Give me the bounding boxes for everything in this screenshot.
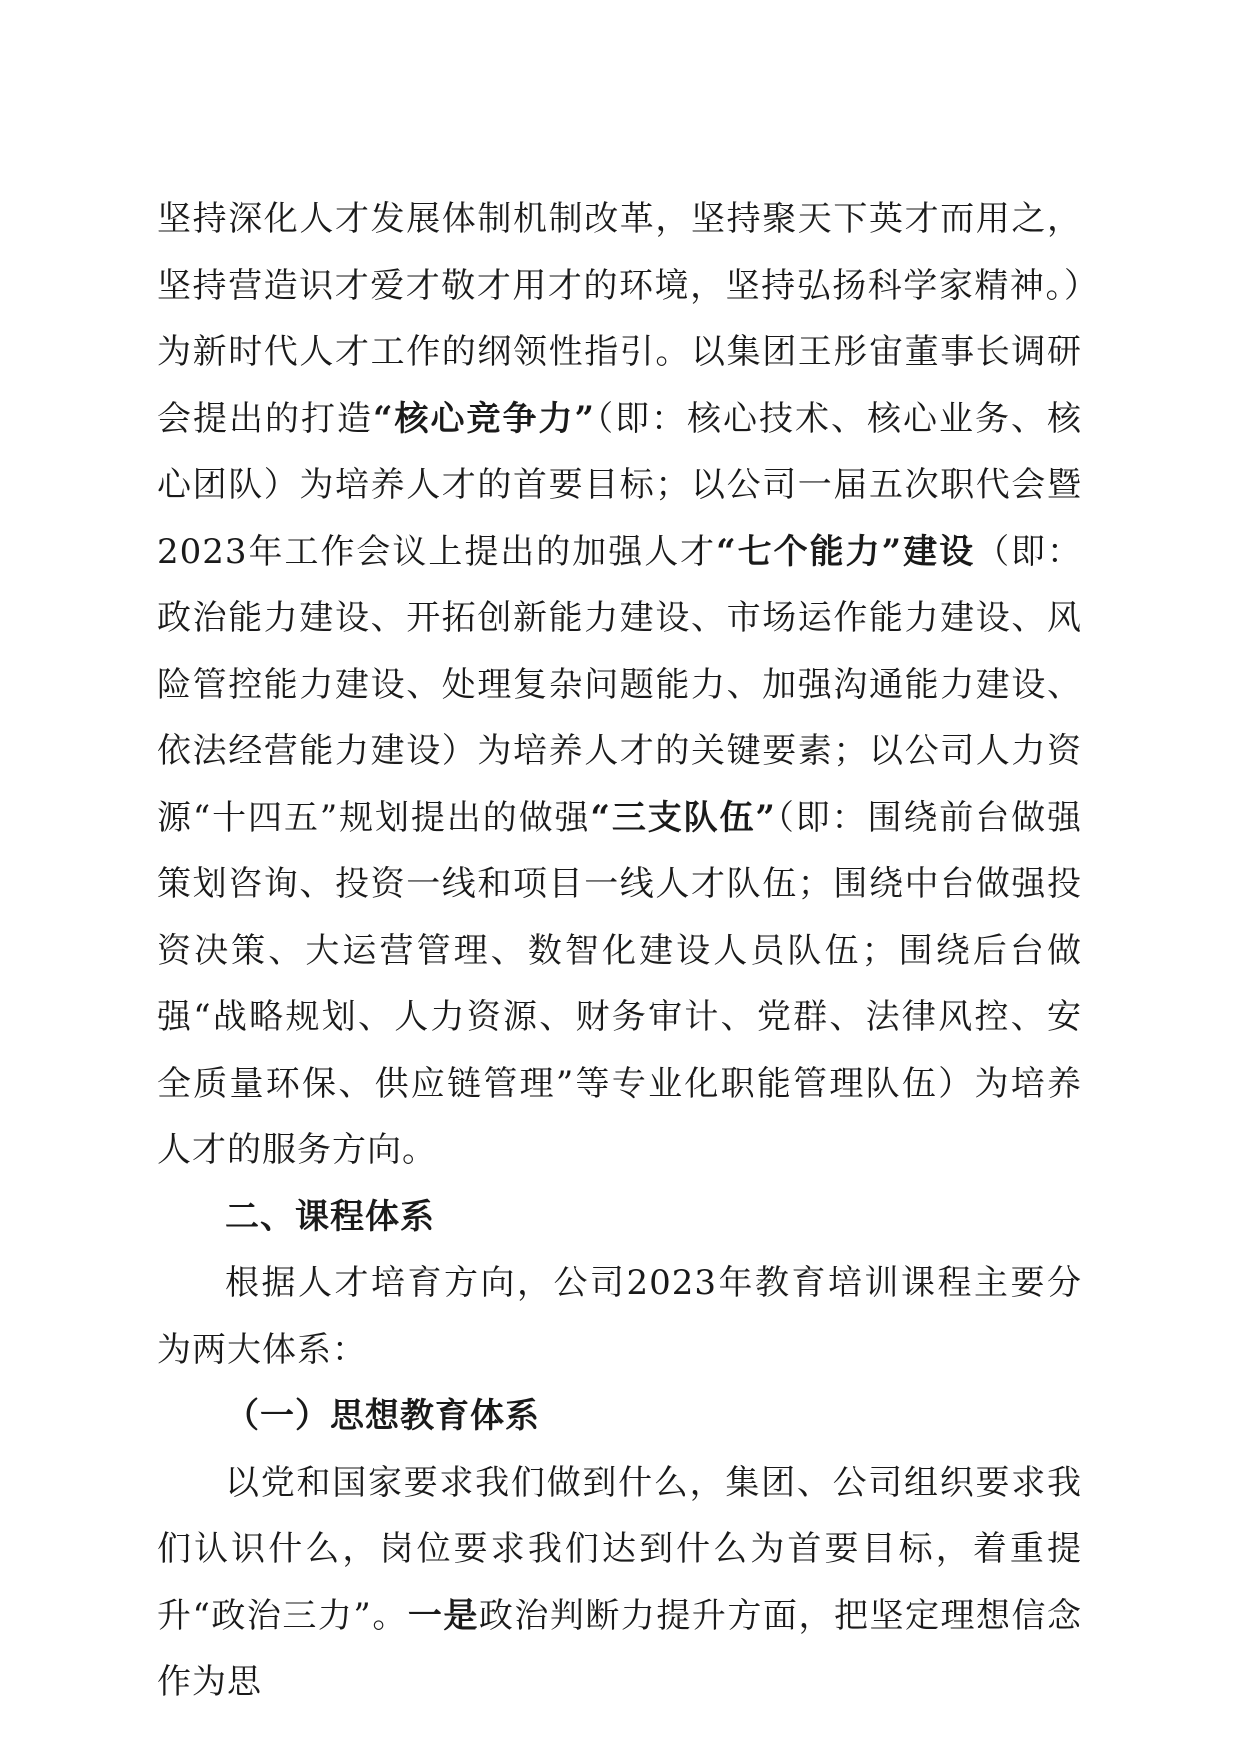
paragraph-text: （即：核心技术、核心业务、核心团队）为培养人才的首要目标；以公司一届五次职代会暨2023年工作会议上提出的加强人才: [157, 398, 1083, 572]
section-heading-curriculum: 二、课程体系: [225, 1196, 435, 1237]
emphasis-three-teams: “三支队伍”: [590, 797, 776, 838]
paragraph-text: 政治判断力提升方面，把坚定理想信念作为思: [157, 1595, 1083, 1702]
subsection-heading-ideological-education: （一）思想教育体系: [225, 1396, 540, 1436]
paragraph-text: 坚持深化人才发展体制机制改革，坚持聚天下英才而用之，坚持营造识才爱才敬才用才的环境，坚持弘扬科学家精神。）为新时代人才工作的纲领性指引。以集团王彤宙董事长调研会提出的打造: [157, 199, 1082, 439]
paragraph-text: （即：围绕前台做强策划咨询、投资一线和项目一线人才队伍；围绕中台做强投资决策、大运营管理、数智化建设人员队伍；围绕后台做强“战略规划、人力资源、财务审计、党群、法律风控、安全质量环保、供应链管理”等专业化职能管理队伍）为培养人才的服务方向。: [157, 797, 1082, 1170]
document-page: [157, 186, 1082, 1716]
paragraph-text: 以党和国家要求我们做到什么，集团、公司组织要求我们认识什么，岗位要求我们达到什么为首要目标，着重提升“政治三力”。: [157, 1462, 1082, 1636]
emphasis-first: 一是: [407, 1595, 479, 1636]
emphasis-seven-abilities: “七个能力”建设: [716, 531, 976, 572]
paragraph-text: （即：政治能力建设、开拓创新能力建设、市场运作能力建设、风险管控能力建设、处理复杂问题能力、加强沟通能力建设、依法经营能力建设）为培养人才的关键要素；以公司人力资源“十四五”规划提出的做强: [157, 531, 1083, 838]
paragraph-ideological-education: [157, 1450, 1082, 1716]
emphasis-core-competitiveness: “核心竞争力”: [372, 398, 596, 439]
paragraph-curriculum-intro: 根据人才培育方向，公司2023年教育培训课程主要分为两大体系：: [157, 1263, 1082, 1370]
paragraph-talent-guidance: [157, 186, 1082, 1184]
